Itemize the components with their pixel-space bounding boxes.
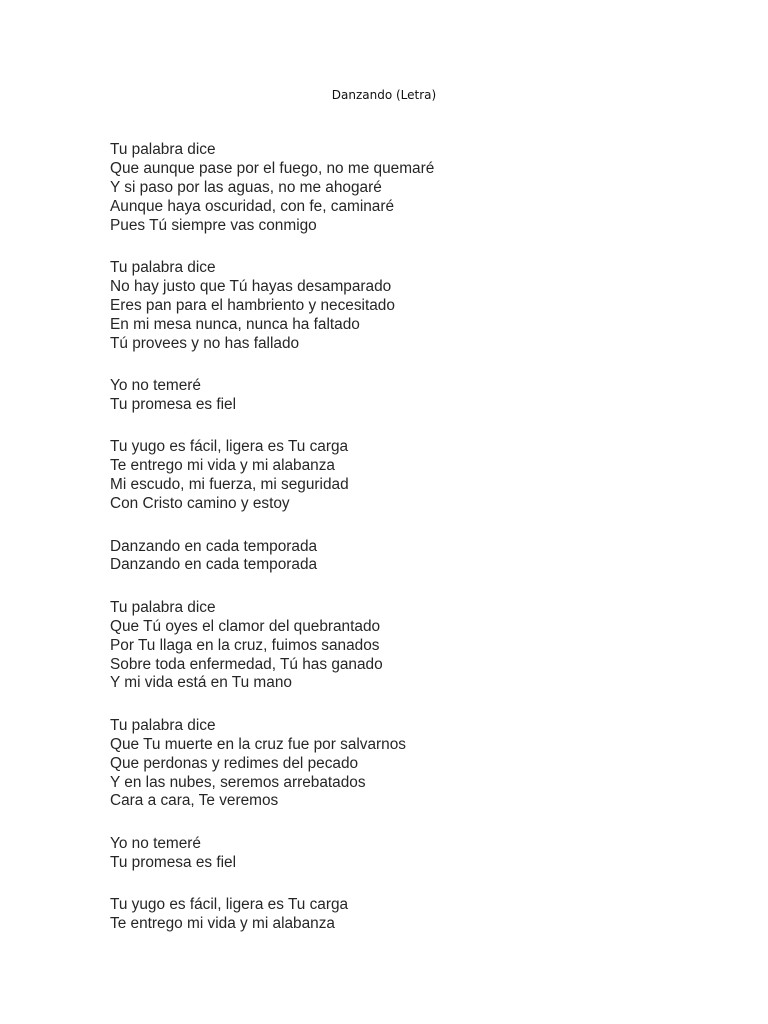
lyric-line: Danzando en cada temporada [110, 556, 318, 574]
lyric-line: Mi escudo, mi fuerza, mi seguridad [110, 476, 349, 494]
lyric-line: Sobre toda enfermedad, Tú has ganado [110, 655, 383, 673]
lyric-line: Tu palabra dice [110, 141, 216, 158]
lyric-line: Tu palabra dice [110, 598, 216, 616]
stanza [110, 599, 670, 694]
document-title: Danzando (Letra) [331, 88, 437, 102]
lyric-line: Yo no temeré [110, 834, 201, 852]
lyric-line: Te entrego mi vida y mi alabanza [110, 457, 335, 475]
lyric-line: Tu palabra dice [110, 716, 216, 734]
lyric-line: Por Tu llaga en la cruz, fuimos sanados [110, 636, 380, 654]
lyric-line: Te entrego mi vida y mi alabanza [110, 915, 335, 933]
stanza [110, 835, 670, 873]
lyric-line: Tu yugo es fácil, ligera es Tu carga [110, 438, 349, 456]
stanza [110, 438, 670, 514]
lyric-line: Aunque haya oscuridad, con fe, caminaré [110, 197, 395, 215]
lyric-line: Que Tú oyes el clamor del quebrantado [110, 617, 381, 635]
lyric-line: Que aunque pase por el fuego, no me quemaré [110, 159, 435, 177]
stanza [110, 896, 670, 934]
lyric-line: Tu promesa es fiel [110, 853, 237, 871]
stanza [110, 717, 670, 812]
lyric-line: Eres pan para el hambriento y necesitado [110, 296, 395, 314]
stanza [110, 377, 670, 415]
lyric-line: Y mi vida está en Tu mano [110, 674, 292, 692]
lyric-line: Y si paso por las aguas, no me ahogaré [110, 178, 382, 196]
lyric-line: Tú provees y no has fallado [110, 334, 300, 352]
lyric-line: Danzando en cada temporada [110, 537, 318, 555]
lyric-line: Yo no temeré [110, 377, 201, 395]
lyric-line: Pues Tú siempre vas conmigo [110, 216, 317, 234]
stanza [110, 538, 670, 576]
lyric-line: Que Tu muerte en la cruz fue por salvarnos [110, 735, 406, 753]
lyric-line: Que perdonas y redimes del pecado [110, 754, 359, 772]
stanza [110, 259, 670, 354]
lyric-line: En mi mesa nunca, nunca ha faltado [110, 315, 360, 333]
lyric-line: Cara a cara, Te veremos [110, 792, 279, 810]
stanza [110, 141, 670, 236]
lyric-line: Tu palabra dice [110, 259, 216, 277]
lyrics-body [110, 141, 670, 958]
lyric-line: Y en las nubes, seremos arrebatados [110, 773, 366, 791]
lyric-line: Tu yugo es fácil, ligera es Tu carga [110, 896, 349, 914]
lyric-line: Tu promesa es fiel [110, 395, 237, 413]
lyric-line: Con Cristo camino y estoy [110, 495, 290, 513]
lyric-line: No hay justo que Tú hayas desamparado [110, 277, 392, 295]
